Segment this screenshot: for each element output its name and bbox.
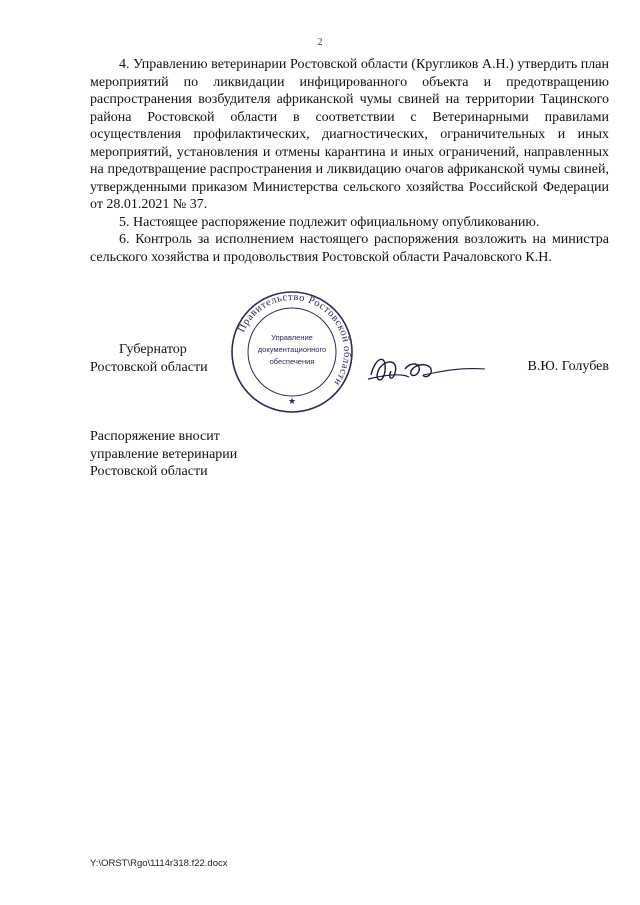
handwritten-signature — [365, 345, 495, 393]
submitted-by-line3: Ростовской области — [90, 464, 208, 479]
paragraph-5: 5. Настоящее распоряжение подлежит официальному опубликованию. — [119, 214, 540, 230]
seal-outer-text: Правительство Ростовской области — [236, 291, 353, 388]
file-path-footer: Y:\ORST\Rgo\1114r318.f22.docx — [90, 858, 228, 869]
signatory-title — [90, 341, 208, 376]
signature-block — [0, 288, 640, 418]
signatory-title-line2: Ростовской области — [90, 359, 208, 375]
signatory-name: В.Ю. Голубев — [527, 359, 609, 374]
official-seal — [228, 288, 356, 416]
paragraph-6: 6. Контроль за исполнением настоящего распоряжения возложить на министра сельского хозяйства и продовольствия Ростовской области Рачаловского К.Н. — [90, 232, 609, 265]
signatory-title-line1: Губернатор — [119, 342, 187, 357]
paragraph-4: 4. Управлению ветеринарии Ростовской области (Кругликов А.Н.) утвердить план мероприятий по ликвидации инфицированного объекта и предотвращению распространения возбудителя африканской чумы свиней на территории Тацинского района Ростовской области в соответствии с Ветеринарными правилами осуществления профилактических, диагностических, ограничительных и иных мероприятий, установления и отмены карантина и иных ограничений, направленных на предотвращение распространения и ликвидацию очагов африканской чумы свиней, утвержденными приказом Министерства сельского хозяйства Российской Федерации от 28.01.2021 № 37. — [90, 57, 609, 212]
seal-inner-line2: документационного — [257, 345, 327, 354]
document-body — [90, 56, 609, 266]
seal-inner-line1: Управление — [271, 333, 313, 342]
seal-inner-line3: обеспечения — [269, 357, 315, 366]
submitted-by-line2: управление ветеринарии — [90, 446, 238, 462]
submitted-by-line1: Распоряжение вносит — [90, 429, 220, 444]
page-number: 2 — [317, 37, 323, 48]
seal-star-icon: ★ — [287, 396, 297, 406]
submitted-by-block — [90, 428, 237, 481]
